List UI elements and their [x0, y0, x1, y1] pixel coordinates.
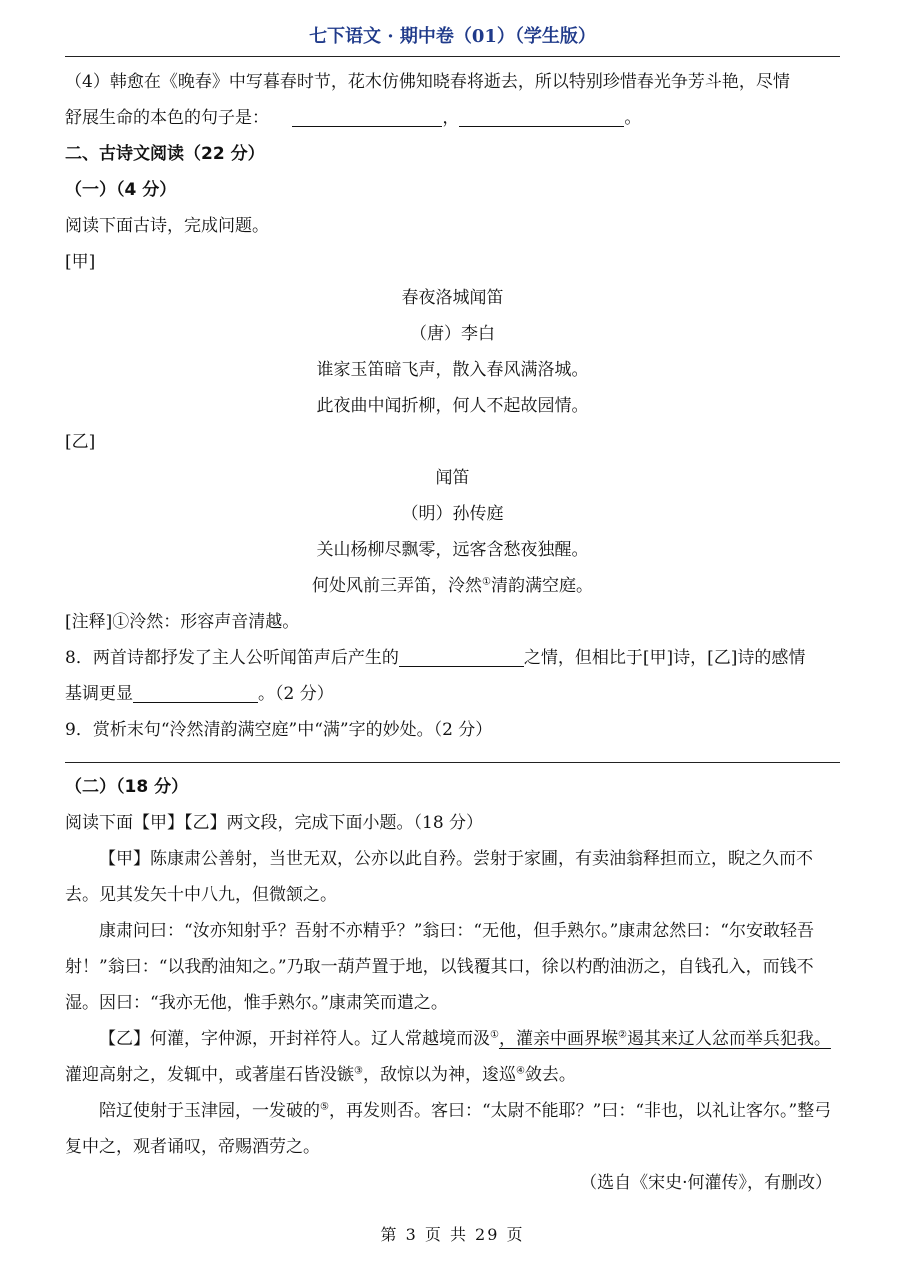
footnote-marker: ③ — [354, 1065, 363, 1077]
poem-b-line2-a: 何处风前三弄笛，泠然 — [312, 576, 483, 596]
q8-line1 — [65, 640, 840, 676]
passage-a-p2: 康肃问曰：“汝亦知射乎？吾射不亦精乎？”翁曰：“无他，但手熟尔。”康肃忿然曰：“尔安敢轻吾射！”翁曰：“以我酌油知之。”乃取一葫芦置于地，以钱覆其口，徐以杓酌油沥之，自钱孔入，而钱不湿。因曰：“我亦无他，惟手熟尔。”康肃笑而遣之。 — [65, 921, 814, 1013]
passage-b-p1 — [65, 1021, 840, 1093]
poem-a-line2: 此夜曲中闻折柳，何人不起故园情。 — [316, 396, 589, 416]
section-title: 二、古诗文阅读（22 分） — [65, 144, 265, 164]
poem-a-title: 春夜洛城闻笛 — [401, 288, 504, 308]
instruction-1: 阅读下面古诗，完成问题。 — [65, 216, 269, 236]
header-title: 七下语文 · 期中卷（01）（学生版） — [309, 26, 596, 47]
poem-b-label: [乙] — [65, 432, 96, 452]
divider — [65, 762, 840, 763]
footnote-marker: ② — [617, 1029, 627, 1041]
poem-b-line1: 关山杨柳尽飘零，远客含愁夜独醒。 — [316, 540, 589, 560]
answer-blank-1[interactable] — [292, 104, 442, 127]
poem-b-author: （明）孙传庭 — [401, 504, 504, 524]
answer-blank-3[interactable] — [399, 644, 524, 667]
poem-b-title: 闻笛 — [435, 468, 470, 488]
q4-comma: ， — [442, 108, 460, 128]
page-header — [65, 20, 840, 57]
passage-b-p2 — [65, 1093, 840, 1165]
source-citation: （选自《宋史·何灌传》，有删改） — [580, 1173, 832, 1193]
q8-text-d: 。（2 分） — [258, 684, 334, 704]
passage-b-p2-b: ，再发则否。客曰：“太尉不能耶？”曰：“非也，以礼让客尔。”整弓复中之，观者诵叹，帝赐酒劳之。 — [65, 1101, 832, 1157]
subsection-1-title: （一）（4 分） — [65, 180, 177, 200]
q4-prefix: 舒展生命的本色的句子是： — [65, 108, 269, 128]
q4-line2 — [65, 100, 840, 136]
passage-b-p1-d: 敛去。 — [524, 1065, 576, 1085]
page-number: 第 3 页 共 29 页 — [380, 1225, 525, 1244]
passage-b-p2-a: 陪辽使射于玉津园，一发破的 — [99, 1101, 320, 1121]
q8-line2 — [65, 676, 840, 712]
instruction-2: 阅读下面【甲】【乙】两文段，完成下面小题。（18 分） — [65, 813, 484, 833]
passage-b-p1-c: ，敌惊以为神，逡巡 — [362, 1065, 516, 1085]
answer-blank-2[interactable] — [459, 104, 624, 127]
poem-a-label: [甲] — [65, 252, 96, 272]
q8-text-c: 基调更显 — [65, 684, 133, 704]
underlined-part-1: ，灌亲中画界堠 — [498, 1029, 618, 1049]
poem-b-line2 — [65, 568, 840, 604]
q4-line1: （4）韩愈在《晚春》中写暮春时节，花木仿佛知晓春将逝去，所以特别珍惜春光争芳斗艳，尽情 — [65, 72, 790, 92]
passage-a-p1: 【甲】陈康肃公善射，当世无双，公亦以此自矜。尝射于家圃，有卖油翁释担而立，睨之久而不去。见其发矢十中八九，但微颔之。 — [65, 849, 813, 905]
footnote-marker: ⑤ — [320, 1101, 329, 1113]
poem-b-line2-b: 清韵满空庭。 — [490, 576, 593, 596]
q8-text-a: 8．两首诗都抒发了主人公听闻笛声后产生的 — [65, 648, 399, 668]
page-content — [65, 64, 840, 1201]
underlined-sentence — [499, 1029, 831, 1049]
annotation-note: [注释]①泠然：形容声音清越。 — [65, 612, 300, 632]
passage-b-p1-b: 灌迎高射之，发辄中，或著崖石皆没镞 — [65, 1065, 354, 1085]
poem-a-line1: 谁家玉笛暗飞声，散入春风满洛城。 — [316, 360, 589, 380]
q8-text-b: 之情，但相比于[甲]诗，[乙]诗的感情 — [523, 648, 806, 668]
q4-end: 。 — [624, 108, 642, 128]
footnote-marker: ① — [490, 1029, 499, 1041]
q9: 9．赏析末句“泠然清韵满空庭”中“满”字的妙处。（2 分） — [65, 720, 493, 740]
poem-a-author: （唐）李白 — [410, 324, 495, 344]
footnote-marker: ④ — [515, 1065, 525, 1077]
underlined-part-2: 遏其来辽人忿而举兵犯我。 — [626, 1029, 831, 1049]
footnote-marker: ① — [482, 576, 491, 588]
subsection-2-title: （二）（18 分） — [65, 777, 189, 797]
answer-blank-4[interactable] — [133, 680, 258, 703]
passage-b-p1-a: 【乙】何灌，字仲源，开封祥符人。辽人常越境而汲 — [99, 1029, 490, 1049]
